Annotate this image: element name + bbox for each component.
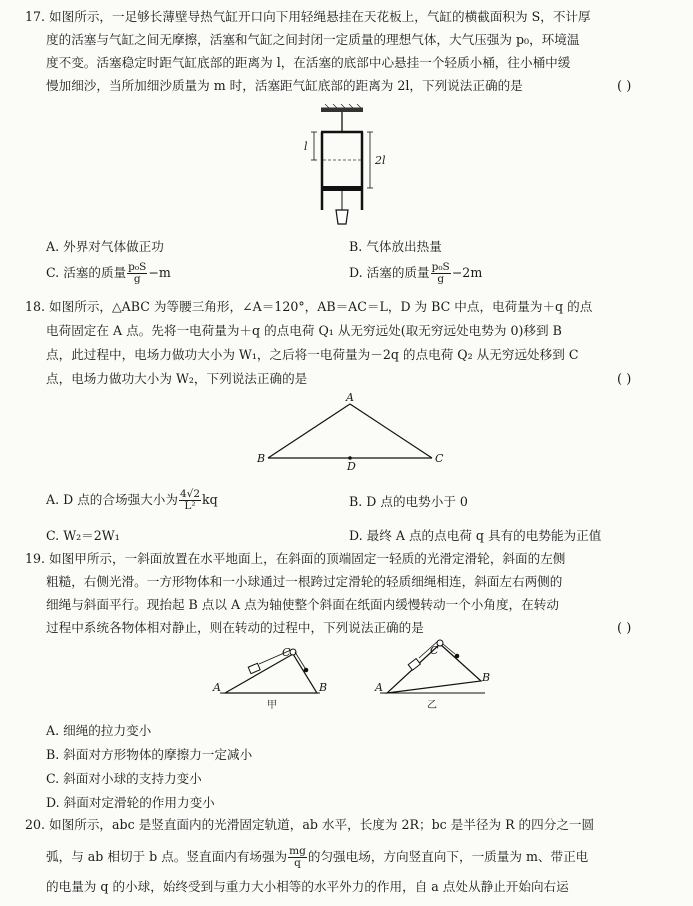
q17-option-b: B. 气体放出热量 [349,239,442,254]
label-c-jia: C [282,646,291,659]
q17-cylinder-figure [295,100,405,235]
block-jia [248,663,260,673]
q18-line-4: 点，电场力做功大小为 W₂，下列说法正确的是 [46,371,308,386]
q18-option-d: D. 最终 A 点的点电荷 q 具有的电势能为正值 [349,528,602,543]
q19-answer-paren: ( ) [617,621,632,636]
q18-option-b: B. D 点的电势小于 0 [349,494,468,509]
ball-jia [304,668,309,673]
q17-option-d: D. 活塞的质量 $\frac{\text{p₀S}}{g}$ −2m [349,261,483,285]
label-l: l [304,140,308,153]
q18-option-a: A. D 点的合场强大小为 $\frac{4√2}{\text{L²}}$ kq [46,488,218,512]
ceiling [321,108,363,112]
label-c-yi: C [430,644,439,657]
q18-line-2: 电荷固定在 A 点。先将一电荷量为＋q 的点电荷 Q₁ 从无穷远处(取无穷远处电势为 0)移到 B [46,323,562,338]
q17-answer-paren: ( ) [617,79,632,94]
label-c: C [435,452,444,465]
q18-answer-paren: ( ) [617,372,632,387]
label-d: D [347,460,356,473]
q18-triangle-figure [250,390,450,475]
side-ac [350,404,432,458]
q18-line-1: 18. 如图所示，△ABC 为等腰三角形，∠A＝120°，AB＝AC＝L，D 为 BC 中点，电荷量为＋q 的点 [25,299,593,314]
figure-yi [374,640,490,711]
label-b-jia: B [319,681,328,694]
q17-line-2: 度的活塞与气缸之间无摩擦，活塞和气缸之间封闭一定质量的理想气体，大气压强为 p₀，环境温 [46,32,580,47]
q19-option-a: A. 细绳的拉力变小 [46,723,152,738]
piston [323,186,361,191]
q19-option-c: C. 斜面对小球的支持力变小 [46,771,202,786]
label-2l: 2l [375,154,386,167]
q17-line-3: 度不变。活塞稳定时距气缸底部的距离为 l，在活塞的底部中心悬挂一个轻质小桶，往小桶中缓 [46,55,571,70]
q18-option-c: C. W₂＝2W₁ [46,528,120,543]
caption-jia: 甲 [267,700,277,711]
caption-yi: 乙 [427,700,437,711]
figure-jia [212,646,327,711]
ball-yi [455,654,460,659]
side-ab [268,404,350,458]
q19-option-d: D. 斜面对定滑轮的作用力变小 [46,795,215,810]
q20-line-3: 的电量为 q 的小球，始终受到与重力大小相等的水平外力的作用，自 a 点处从静止开始向右运 [46,879,569,894]
label-a-jia: A [213,681,221,694]
sand-bucket [336,210,348,224]
q19-option-b: B. 斜面对方形物体的摩擦力一定减小 [46,747,253,762]
q17-line-4: 慢加细沙，当所加细沙质量为 m 时，活塞距气缸底部的距离为 2l，下列说法正确的是 [46,78,523,93]
label-b-yi: B [482,671,491,684]
q19-line-3: 细绳与斜面平行。现抬起 B 点以 A 点为轴使整个斜面在纸面内缓慢转动一个小角度，在转动 [46,597,559,612]
q17-option-a: A. 外界对气体做正功 [46,239,164,254]
label-a-yi: A [375,681,383,694]
q20-line-1: 20. 如图所示，abc 是竖直面内的光滑固定轨道，ab 水平，长度为 2R；bc 是半径为 R 的四分之一圆 [25,817,595,832]
q18-line-3: 点，此过程中，电场力做功大小为 W₁，之后将一电荷量为－2q 的点电荷 Q₂ 从无穷远处移到 C [46,347,579,362]
label-a: A [346,391,354,404]
q19-line-1: 19. 如图甲所示，一斜面放置在水平地面上，在斜面的顶端固定一轻质的光滑定滑轮，斜面的左侧 [25,551,566,566]
block-yi [408,659,420,671]
q19-line-2: 粗糙，右侧光滑。一方形物体和一小球通过一根跨过定滑轮的轻质细绳相连，斜面左右两侧的 [46,574,563,589]
label-b: B [257,452,266,465]
q19-line-4: 过程中系统各物体相对静止，则在转动的过程中，下列说法正确的是 [46,620,424,635]
q17-line-1: 17. 如图所示，一足够长薄壁导热气缸开口向下用轻绳悬挂在天花板上，气缸的横截面积为 S，不计厚 [25,9,591,24]
incline-jia [225,654,317,693]
q17-option-c: C. 活塞的质量 $\frac{\text{p₀S}}{g}$ −m [46,261,171,285]
q19-incline-figures [205,638,505,718]
q20-line-2: 弧，与 ab 相切于 b 点。竖直面内有场强为 $\frac{mg}{q}$ 的匀强电场，方向竖直向下，一质量为 m、带正电 [46,845,589,869]
